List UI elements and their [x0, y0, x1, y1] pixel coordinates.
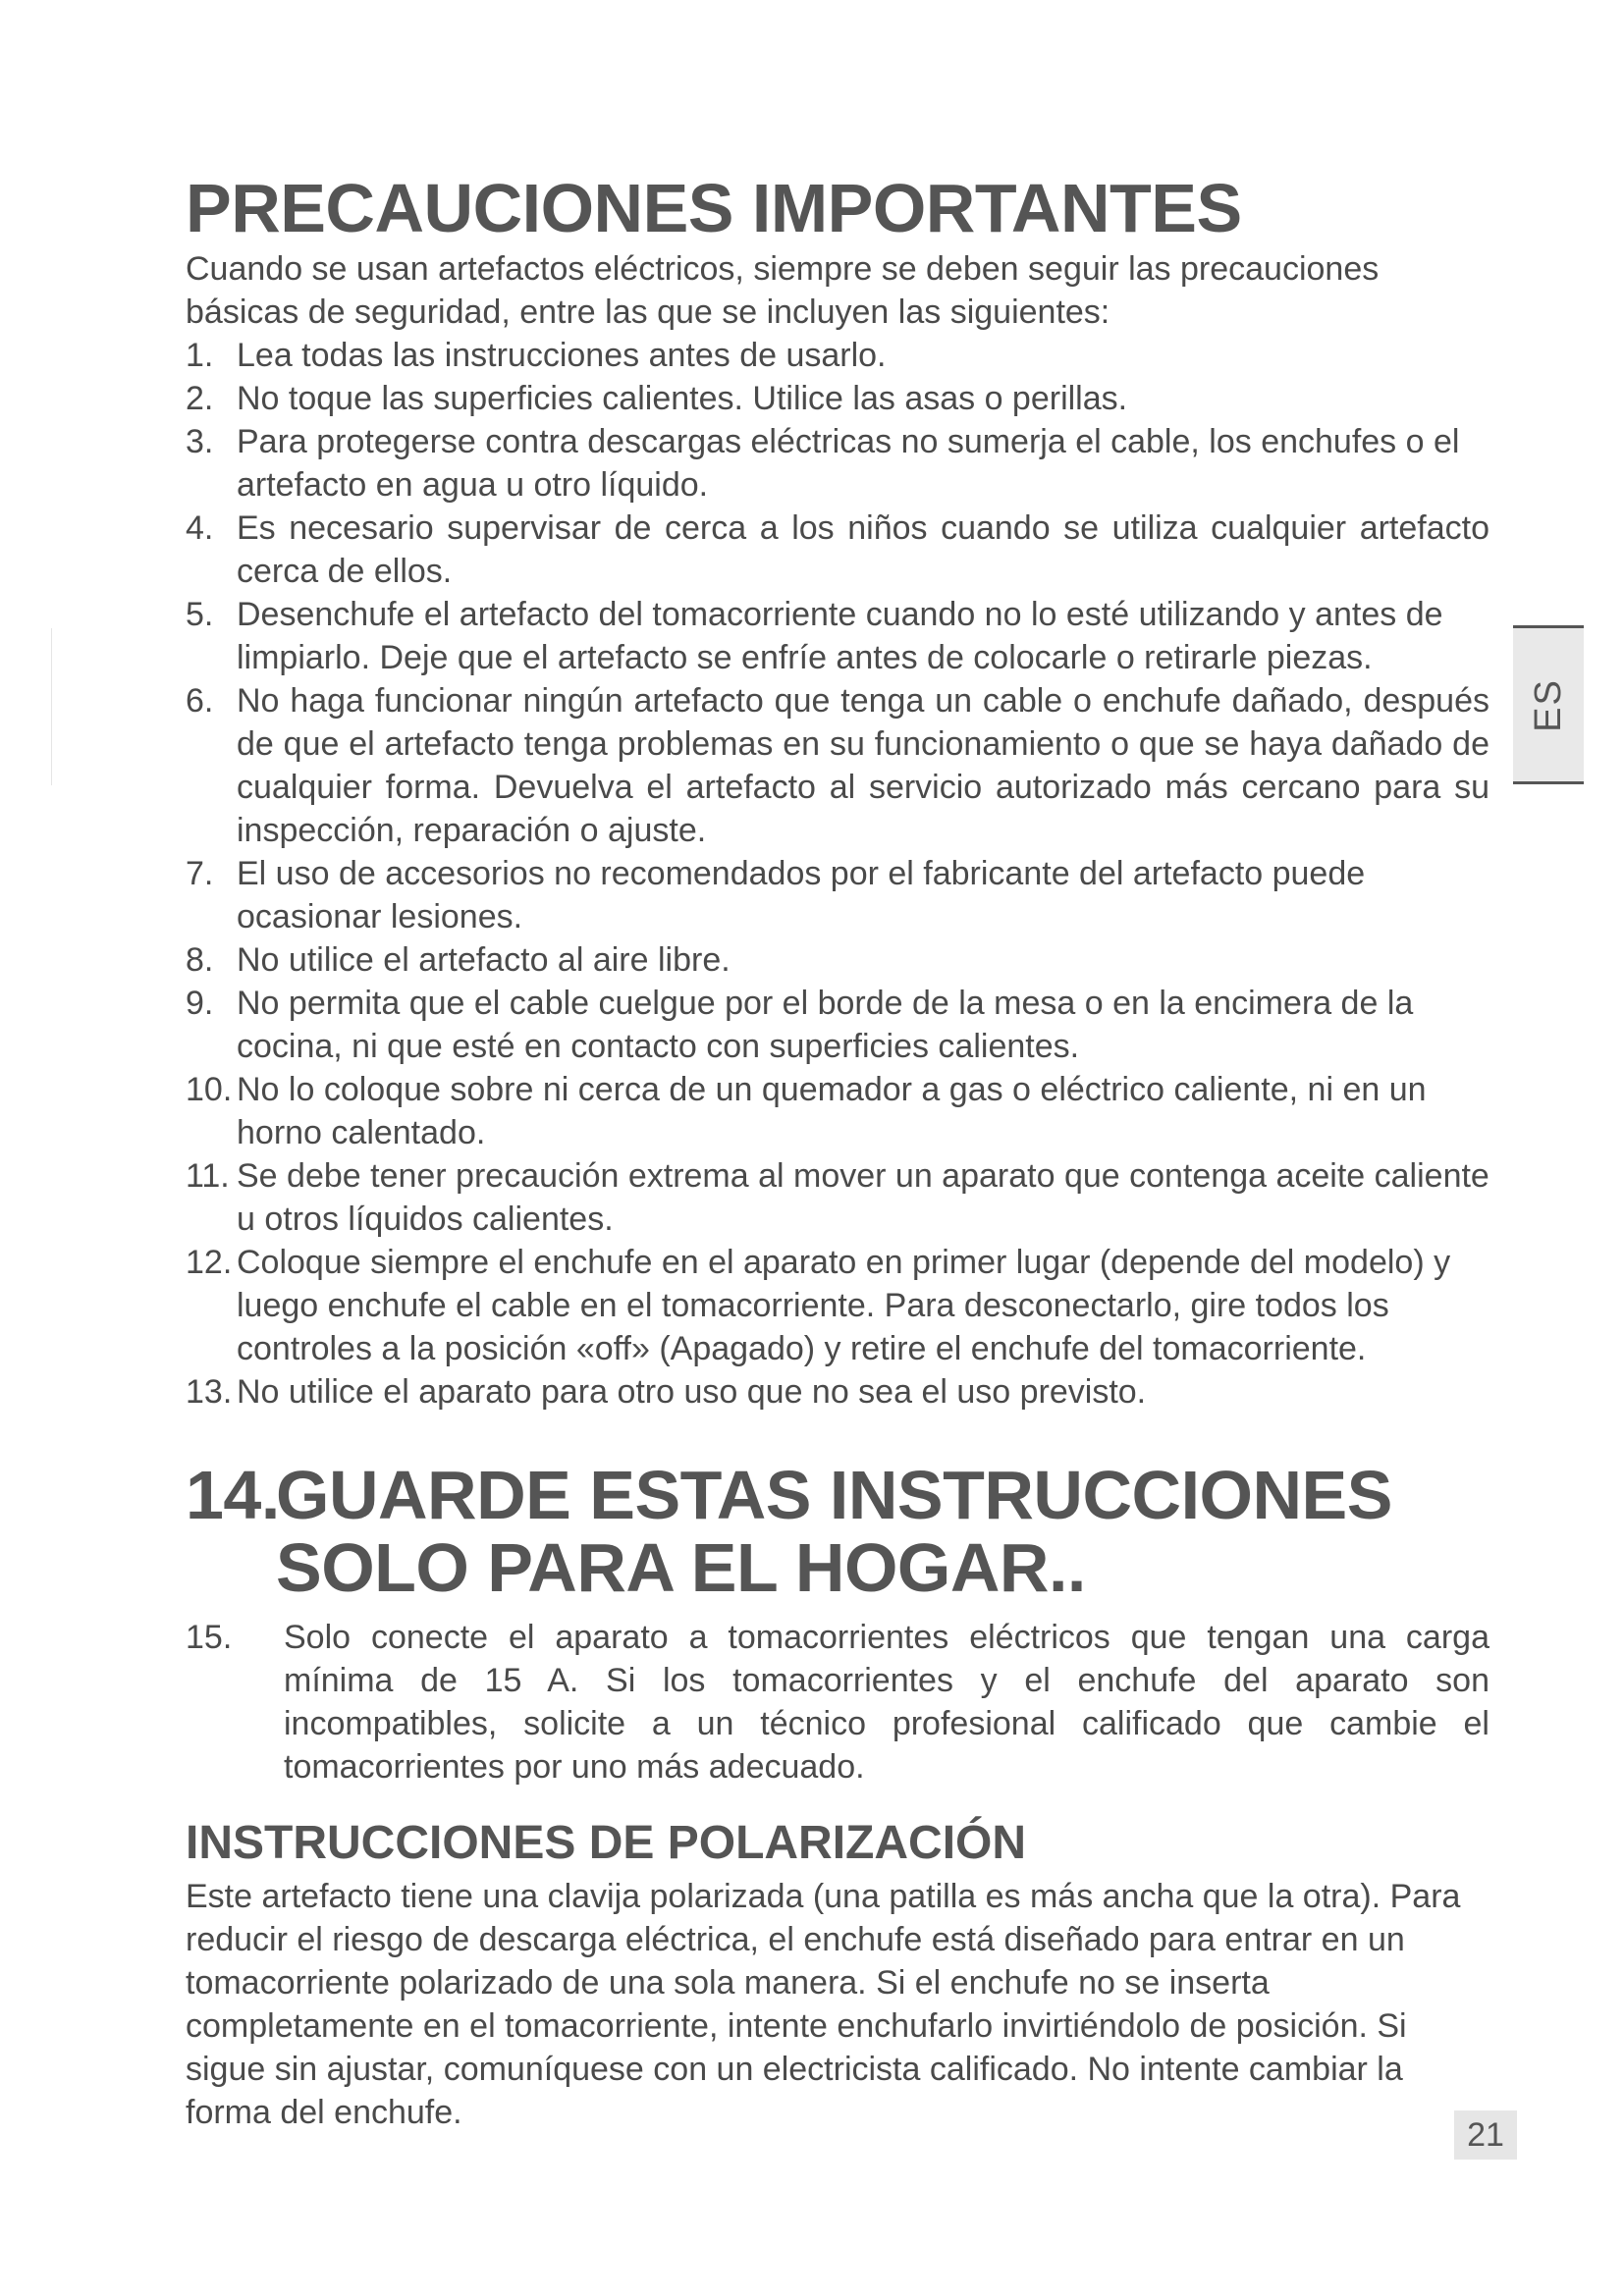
list-item [186, 1241, 1489, 1370]
precautions-list [186, 334, 1489, 1414]
item-number: 15. [186, 1619, 233, 1656]
list-item [186, 938, 1489, 982]
item-number: 11. [186, 1157, 230, 1195]
list-item [186, 507, 1489, 593]
list-item [186, 593, 1489, 679]
list-item [186, 420, 1489, 507]
polarization-paragraph: Este artefacto tiene una clavija polarizada (una patilla es más ancha que la otra). Para reducir el riesgo de descarga eléctrica, el enchufe está diseñado para entrar en un tomacorriente polarizado de una sola manera. Si el enchufe no se inserta completamente en el tomacorriente, intente enchufarlo invirtiéndolo de posición. Si sigue sin ajustar, comuníquese con un electricista calificado. No intente cambiar la forma del enchufe. [186, 1878, 1461, 2131]
item-number: 14. [186, 1457, 280, 1533]
list-item [186, 982, 1489, 1068]
item-text: Es necesario supervisar de cerca a los niños cuando se utiliza cualquier artefacto cerca de ellos. [237, 509, 1489, 590]
item-14-text: GUARDE ESTAS INSTRUCCIONES SOLO PARA EL HOGAR.. [276, 1457, 1392, 1606]
item-text: Para protegerse contra descargas eléctricas no sumerja el cable, los enchufes o el artefacto en agua u otro líquido. [237, 423, 1460, 504]
item-text: No toque las superficies calientes. Utilice las asas o perillas. [237, 380, 1128, 417]
page-number: 21 [1454, 2110, 1517, 2160]
item-number: 10. [186, 1071, 233, 1108]
item-text: No utilice el artefacto al aire libre. [237, 941, 731, 979]
item-text: No haga funcionar ningún artefacto que tenga un cable o enchufe dañado, después de que el artefacto tenga problemas en su funcionamiento o que se haya dañado de cualquier forma. Devuelva el artefacto al servicio autorizado más cercano para su inspección, reparación o ajuste. [237, 682, 1489, 849]
item-text: No utilice el aparato para otro uso que no sea el uso previsto. [237, 1373, 1147, 1411]
item-number: 1. [186, 337, 214, 374]
page-title: PRECAUCIONES IMPORTANTES [186, 170, 1242, 246]
item-number: 8. [186, 941, 214, 979]
list-item [186, 852, 1489, 938]
item-number: 3. [186, 423, 214, 460]
item-number: 13. [186, 1373, 233, 1411]
document-content [186, 169, 1489, 2134]
item-text: Coloque siempre el enchufe en el aparato en primer lugar (depende del modelo) y luego enchufe el cable en el tomacorriente. Para desconectarlo, gire todos los controles a la posición «off» (Apagado) y retire el enchufe del tomacorriente. [237, 1244, 1451, 1367]
language-tab [1513, 625, 1584, 784]
language-tab-label: ES [1527, 677, 1569, 732]
item-number: 2. [186, 380, 214, 417]
item-14-heading [186, 1459, 1489, 1604]
scan-edge-line [51, 628, 52, 785]
item-15 [186, 1616, 1489, 1789]
intro-paragraph: Cuando se usan artefactos eléctricos, siempre se deben seguir las precauciones básicas de seguridad, entre las que se incluyen las siguientes: [186, 250, 1380, 331]
item-text: Lea todas las instrucciones antes de usarlo. [237, 337, 887, 374]
polarization-heading: INSTRUCCIONES DE POLARIZACIÓN [186, 1817, 1027, 1869]
item-text: Desenchufe el artefacto del tomacorriente cuando no lo esté utilizando y antes de limpiarlo. Deje que el artefacto se enfríe antes de colocarle o retirarle piezas. [237, 596, 1443, 676]
item-text: El uso de accesorios no recomendados por el fabricante del artefacto puede ocasionar lesiones. [237, 855, 1366, 935]
item-number: 12. [186, 1244, 233, 1281]
item-number: 4. [186, 509, 214, 547]
item-15-text: Solo conecte el aparato a tomacorrientes eléctricos que tengan una carga mínima de 15 A. Si los tomacorrientes y el enchufe del aparato son incompatibles, solicite a un técnico profesional calificado que cambie el tomacorrientes por uno más adecuado. [284, 1619, 1489, 1786]
item-text: Se debe tener precaución extrema al mover un aparato que contenga aceite caliente u otros líquidos calientes. [237, 1157, 1489, 1238]
list-item [186, 679, 1489, 852]
item-text: No permita que el cable cuelgue por el borde de la mesa o en la encimera de la cocina, ni que esté en contacto con superficies calientes. [237, 985, 1414, 1065]
list-item [186, 1154, 1489, 1241]
item-text: No lo coloque sobre ni cerca de un quemador a gas o eléctrico caliente, ni en un horno calentado. [237, 1071, 1427, 1151]
list-item [186, 1370, 1489, 1414]
list-item [186, 377, 1489, 420]
item-number: 9. [186, 985, 214, 1022]
item-number: 7. [186, 855, 214, 892]
list-item [186, 334, 1489, 377]
item-number: 5. [186, 596, 214, 633]
item-number: 6. [186, 682, 214, 720]
list-item [186, 1068, 1489, 1154]
